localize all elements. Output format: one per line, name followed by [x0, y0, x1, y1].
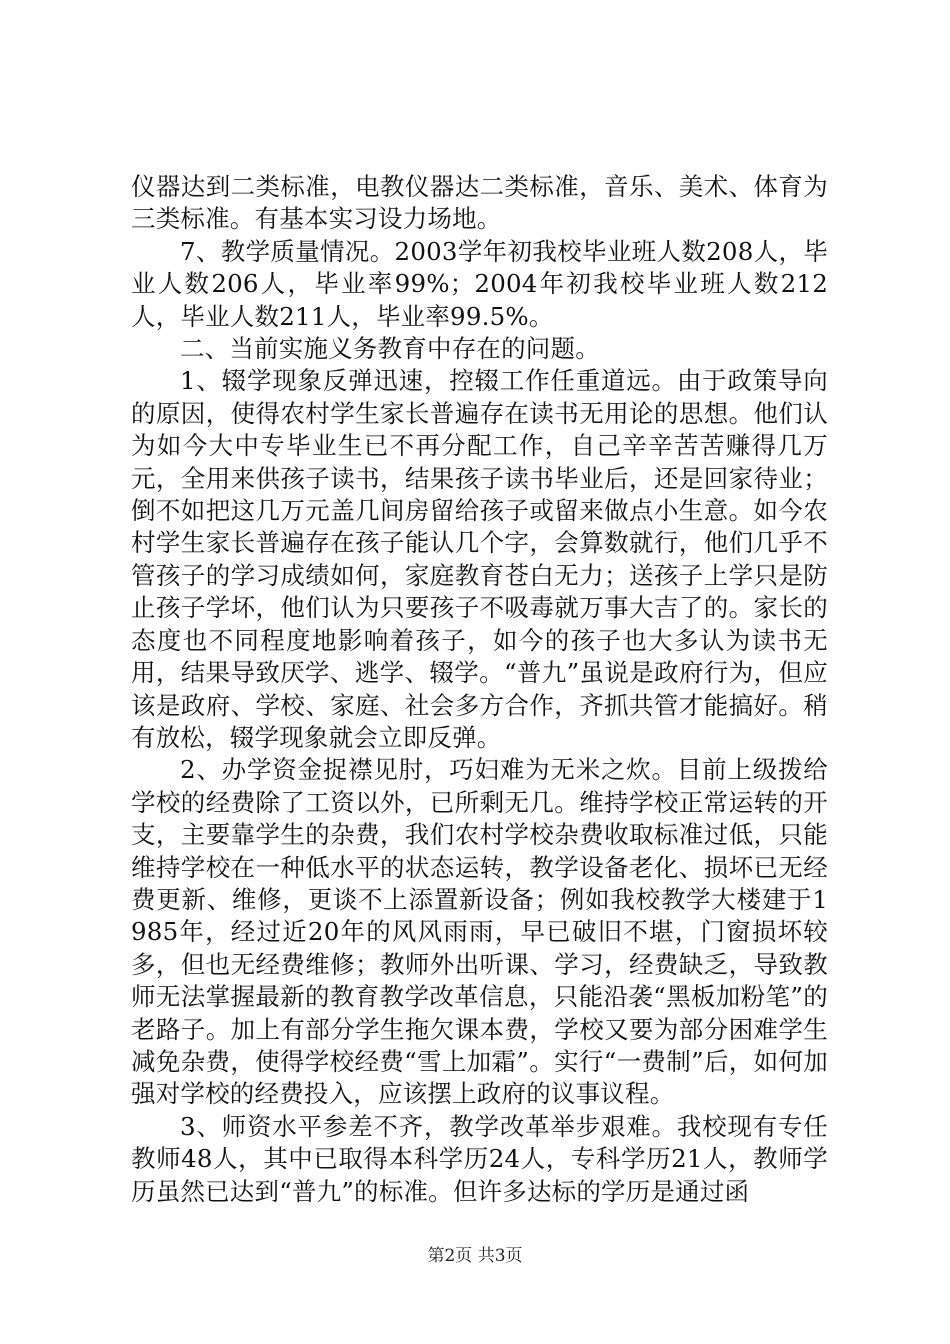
paragraph-4: 2、办学资金捉襟见肘，巧妇难为无米之炊。目前上级拨给学校的经费除了工资以外，已所剩无几。维持学校正常运转的开支，主要靠学生的杂费，我们农村学校杂费收取标准过低，只能维持学校在一种低水平的状态运转，教学设备老化、损坏已无经费更新、维修，更谈不上添置新设备；例如我校教学大楼建于1985年，经过近20年的风风雨雨，早已破旧不堪，门窗损坏较多，但也无经费维修；教师外出听课、学习，经费缺乏，导致教师无法掌握最新的教育教学改革信息，只能沿袭“黑板加粉笔”的老路子。加上有部分学生拖欠课本费，学校又要为部分困难学生减免杂费，使得学校经费“雪上加霜”。实行“一费制”后，如何加强对学校的经费投入，应该摆上政府的议事议程。 — [131, 755, 828, 1109]
page-footer: 第2页 共3页 — [427, 1246, 523, 1266]
paragraph-3: 1、辍学现象反弹迅速，控辍工作任重道远。由于政策导向的原因，使得农村学生家长普遍存在读书无用论的思想。他们认为如今大中专毕业生已不再分配工作，自己辛辛苦苦赚得几万元，全用来供孩子读书，结果孩子读书毕业后，还是回家待业；倒不如把这几万元盖几间房留给孩子或留来做点小生意。如今农村学生家长普遍存在孩子能认几个字，会算数就行，他们几乎不管孩子的学习成绩如何，家庭教育苍白无力；送孩子上学只是防止孩子学坏，他们认为只要孩子不吸毒就万事大吉了的。家长的态度也不同程度地影响着孩子，如今的孩子也大多认为读书无用，结果导致厌学、逃学、辍学。“普九”虽说是政府行为，但应该是政府、学校、家庭、社会多方合作，齐抓共管才能搞好。稍有放松，辍学现象就会立即反弹。 — [131, 366, 828, 752]
section-heading: 二、当前实施义务教育中存在的问题。 — [180, 334, 600, 364]
paragraph-1: 仪器达到二类标准，电教仪器达二类标准，音乐、美术、体育为三类标准。有基本实习设力场地。 — [131, 172, 828, 234]
document-body — [131, 171, 828, 1208]
paragraph-2: 7、教学质量情况。2003学年初我校毕业班人数208人，毕业人数206人，毕业率99%；2004年初我校毕业班人数212人，毕业人数211人，毕业率99.5%。 — [131, 236, 828, 331]
paragraph-5: 3、师资水平参差不齐，教学改革举步艰难。我校现有专任教师48人，其中已取得本科学历24人，专科学历21人，教师学历虽然已达到“普九”的标准。但许多达标的学历是通过函 — [131, 1111, 828, 1206]
